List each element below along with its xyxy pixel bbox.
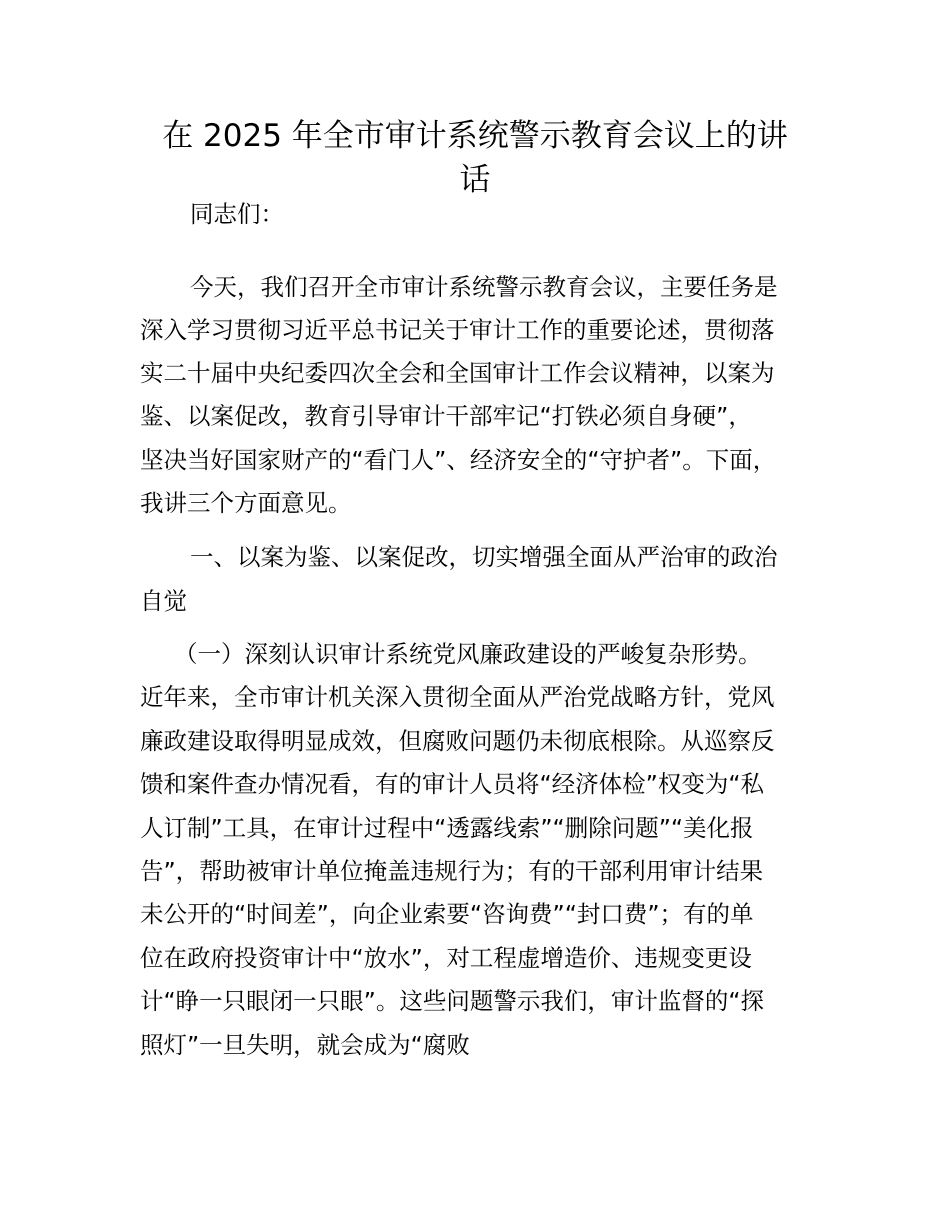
title-line-2: 话 — [459, 162, 491, 198]
para1-line-4: 鉴、以案促改，教育引导审计干部牢记“打铁必须自身硬”， — [140, 402, 752, 430]
para1-line-3: 实二十届中央纪委四次全会和全国审计工作会议精神，以案为 — [140, 359, 775, 387]
para2-line-5: 人订制”工具，在审计过程中“透露线索”“删除问题”“美化报 — [140, 814, 754, 842]
para2-line-1: （一）深刻认识审计系统党风廉政建设的严峻复杂形势。 — [174, 640, 762, 668]
para1-line-5: 坚决当好国家财产的“看门人”、经济安全的“守护者”。下面， — [140, 446, 777, 474]
document-title — [140, 114, 810, 202]
heading1-line-2: 自觉 — [140, 587, 187, 615]
para2-line-4: 馈和案件查办情况看，有的审计人员将“经济体检”权变为“私 — [140, 770, 765, 798]
para2-line-10: 照灯”一旦失明，就会成为“腐败 — [140, 1031, 470, 1059]
para2-line-2: 近年来，全市审计机关深入贯彻全面从严治党战略方针，党风 — [140, 683, 775, 711]
para2-line-8: 位在政府投资审计中“放水”，对工程虚增造价、违规变更设 — [140, 944, 752, 972]
para1-line-1: 今天，我们召开全市审计系统警示教育会议，主要任务是 — [190, 273, 778, 301]
title-line-1: 在 2025 年全市审计系统警示教育会议上的讲 — [162, 118, 788, 154]
para2-line-9: 计“睁一只眼闭一只眼”。这些问题警示我们，审计监督的“探 — [140, 987, 765, 1015]
salutation: 同志们： — [190, 200, 284, 228]
para2-line-6: 告”，帮助被审计单位掩盖违规行为；有的干部利用审计结果 — [140, 857, 764, 885]
para2-line-7: 未公开的“时间差”，向企业索要“咨询费”“封口费”；有的单 — [140, 900, 754, 928]
para1-line-2: 深入学习贯彻习近平总书记关于审计工作的重要论述，贯彻落 — [140, 316, 775, 344]
para1-line-6: 我讲三个方面意见。 — [140, 489, 352, 517]
para2-line-3: 廉政建设取得明显成效，但腐败问题仍未彻底根除。从巡察反 — [140, 727, 775, 755]
heading1-line-1: 一、以案为鉴、以案促改，切实增强全面从严治审的政治 — [190, 543, 778, 571]
